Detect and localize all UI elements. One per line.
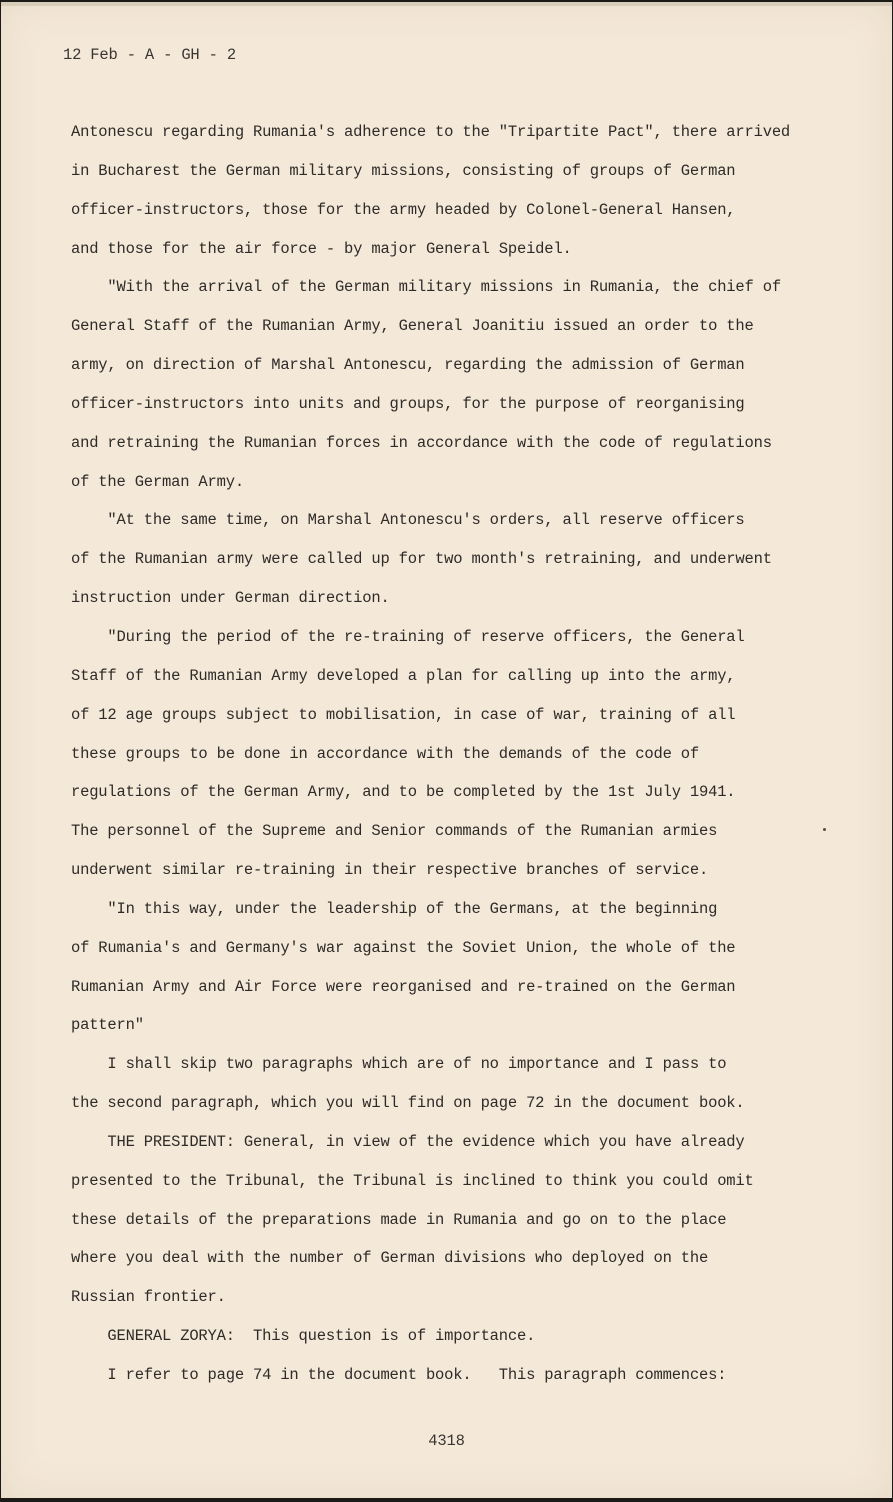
text-line: the second paragraph, which you will find on page 72 in the document book. [71, 1094, 745, 1113]
text-line: in Bucharest the German military missions, consisting of groups of German [71, 161, 736, 180]
text-line: of the German Army. [71, 472, 244, 491]
text-line: these groups to be done in accordance with the demands of the code of [71, 744, 700, 763]
text-line: underwent similar re-training in their respective branches of service. [71, 861, 709, 880]
text-line: I refer to page 74 in the document book. This paragraph commences: [71, 1366, 727, 1384]
text-line: officer-instructors, those for the army headed by Colonel-General Hansen, [71, 200, 736, 219]
text-line: "In this way, under the leadership of the Germans, at the beginning [71, 899, 718, 918]
text-line: pattern" [71, 1016, 144, 1035]
page-header: 12 Feb - A - GH - 2 [63, 46, 236, 64]
page-number: 4318 [428, 1432, 465, 1450]
text-line: of 12 age groups subject to mobilisation, in case of war, training of all [71, 705, 736, 724]
text-line: and retraining the Rumanian forces in accordance with the code of regulations [71, 433, 772, 452]
text-line: these details of the preparations made in Rumania and go on to the place [71, 1210, 727, 1229]
text-line: where you deal with the number of German divisions who deployed on the [71, 1249, 709, 1268]
text-line: The personnel of the Supreme and Senior commands of the Rumanian armies [71, 822, 718, 841]
text-line: Russian frontier. [71, 1288, 226, 1307]
page-top-edge [1, 2, 892, 6]
document-page [1, 2, 892, 1498]
text-line: "At the same time, on Marshal Antonescu's orders, all reserve officers [71, 511, 745, 530]
text-line: Rumanian Army and Air Force were reorganised and re-trained on the German [71, 977, 736, 996]
text-line: of the Rumanian army were called up for two month's retraining, and underwent [71, 550, 772, 569]
text-line: "With the arrival of the German military missions in Rumania, the chief of [71, 278, 781, 297]
text-line: regulations of the German Army, and to be completed by the 1st July 1941. [71, 783, 736, 802]
text-line: Antonescu regarding Rumania's adherence to the "Tripartite Pact", there arrived [71, 123, 791, 141]
text-line: I shall skip two paragraphs which are of no importance and I pass to [71, 1055, 727, 1074]
text-line: General Staff of the Rumanian Army, General Joanitiu issued an order to the [71, 317, 754, 336]
text-line: officer-instructors into units and groups, for the purpose of reorganising [71, 394, 745, 413]
text-line: of Rumania's and Germany's war against the Soviet Union, the whole of the [71, 938, 736, 957]
text-line: THE PRESIDENT: General, in view of the evidence which you have already [71, 1132, 745, 1151]
text-line: presented to the Tribunal, the Tribunal is inclined to think you could omit [71, 1171, 754, 1190]
text-line: instruction under German direction. [71, 589, 390, 608]
text-line: GENERAL ZORYA: This question is of importance. [71, 1327, 536, 1346]
ink-speck [823, 828, 826, 831]
text-line: army, on direction of Marshal Antonescu, regarding the admission of German [71, 356, 745, 375]
text-line: Staff of the Rumanian Army developed a plan for calling up into the army, [71, 666, 736, 685]
text-line: and those for the air force - by major General Speidel. [71, 239, 572, 258]
transcript-body [71, 118, 851, 1400]
text-line: "During the period of the re-training of reserve officers, the General [71, 627, 745, 646]
